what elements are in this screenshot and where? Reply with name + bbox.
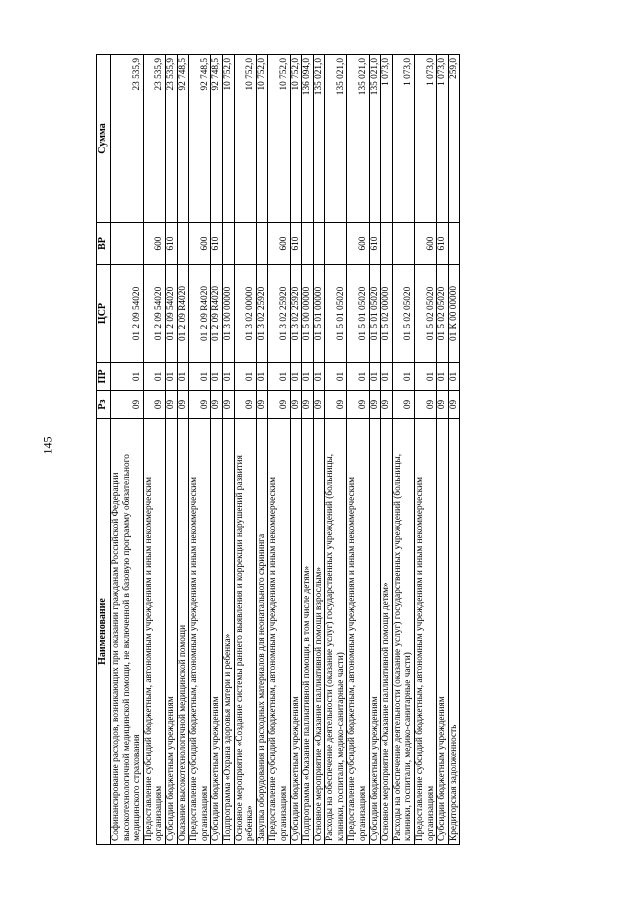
- cell-csr: 01 5 02 05020: [437, 265, 449, 363]
- cell-rz: 09: [165, 391, 177, 419]
- cell-rz: 09: [143, 391, 165, 419]
- cell-pr: 01: [222, 363, 234, 391]
- table-row: [448, 55, 460, 845]
- cell-vr: [392, 223, 414, 265]
- cell-csr: 01 3 00 00000: [222, 265, 234, 363]
- cell-vr: 600: [143, 223, 165, 265]
- cell-sum: 1 073,0: [415, 55, 437, 223]
- cell-pr: 01: [392, 363, 414, 391]
- cell-pr: 01: [256, 363, 268, 391]
- cell-pr: 01: [189, 363, 211, 391]
- cell-sum: 1 073,0: [437, 55, 449, 223]
- table-row: [313, 55, 325, 845]
- cell-vr: 610: [290, 223, 302, 265]
- cell-pr: 01: [381, 363, 393, 391]
- cell-pr: 01: [325, 363, 347, 391]
- cell-name: Подпрограмма «Охрана здоровья матери и ребенка»: [222, 419, 234, 845]
- cell-pr: 01: [268, 363, 290, 391]
- cell-sum: 10 752,0: [222, 55, 234, 223]
- page-number: 145: [40, 436, 55, 455]
- cell-vr: [222, 223, 234, 265]
- cell-vr: 600: [415, 223, 437, 265]
- cell-rz: 09: [177, 391, 189, 419]
- cell-name: Субсидии бюджетным учреждениям: [369, 419, 381, 845]
- table-row: [381, 55, 393, 845]
- cell-name: Предоставление субсидий бюджетным, автономным учреждениям и иным некоммерческим организациям: [268, 419, 290, 845]
- table-row: [392, 55, 414, 845]
- cell-vr: 600: [347, 223, 369, 265]
- cell-rz: 09: [325, 391, 347, 419]
- cell-rz: 09: [290, 391, 302, 419]
- cell-csr: 01 5 02 05020: [392, 265, 414, 363]
- cell-name: Закупка оборудования и расходных материалов для неонатального скрининга: [256, 419, 268, 845]
- cell-vr: 600: [189, 223, 211, 265]
- cell-rz: 09: [313, 391, 325, 419]
- rotated-table-container: [96, 55, 570, 845]
- cell-sum: 1 073,0: [392, 55, 414, 223]
- cell-name: Расходы на обеспечение деятельности (оказание услуг) государственных учреждений (больницы, клиники, госпитали, медико-санитарные части): [325, 419, 347, 845]
- cell-csr: 01 2 09 54020: [111, 265, 144, 363]
- cell-vr: [256, 223, 268, 265]
- cell-sum: 135 021,0: [313, 55, 325, 223]
- table-row: [177, 55, 189, 845]
- cell-csr: 01 3 02 25920: [256, 265, 268, 363]
- cell-sum: 135 021,0: [369, 55, 381, 223]
- cell-sum: 135 021,0: [325, 55, 347, 223]
- budget-table: [96, 54, 460, 845]
- cell-vr: [234, 223, 256, 265]
- table-row: [415, 55, 437, 845]
- cell-name: Расходы на обеспечение деятельности (оказание услуг) государственных учреждений (больницы, клиники, госпитали, медико-санитарные части): [392, 419, 414, 845]
- cell-sum: 23 535,9: [143, 55, 165, 223]
- cell-rz: 09: [189, 391, 211, 419]
- table-row: [222, 55, 234, 845]
- cell-pr: 01: [415, 363, 437, 391]
- cell-rz: 09: [347, 391, 369, 419]
- cell-csr: 01 5 00 00000: [302, 265, 314, 363]
- cell-csr: 01 2 09 54020: [165, 265, 177, 363]
- cell-rz: 09: [448, 391, 460, 419]
- table-row: [111, 55, 144, 845]
- cell-csr: 01 2 09 54020: [143, 265, 165, 363]
- header-rz: Рз: [97, 391, 111, 419]
- cell-csr: 01 3 02 00000: [234, 265, 256, 363]
- cell-vr: [381, 223, 393, 265]
- cell-csr: 01 5 01 05020: [347, 265, 369, 363]
- cell-sum: 92 748,5: [211, 55, 223, 223]
- header-sum: Сумма: [97, 55, 111, 223]
- cell-vr: [111, 223, 144, 265]
- cell-pr: 01: [211, 363, 223, 391]
- cell-csr: 01 5 02 00000: [381, 265, 393, 363]
- table-row: [268, 55, 290, 845]
- cell-name: Подпрограмма «Оказание паллиативной помощи, в том числе детям»: [302, 419, 314, 845]
- table-row: [302, 55, 314, 845]
- cell-pr: 01: [302, 363, 314, 391]
- table-row: [234, 55, 256, 845]
- cell-vr: 610: [165, 223, 177, 265]
- cell-csr: 01 2 09 R4020: [211, 265, 223, 363]
- table-row: [256, 55, 268, 845]
- cell-vr: 610: [437, 223, 449, 265]
- table-row: [325, 55, 347, 845]
- header-pr: ПР: [97, 363, 111, 391]
- cell-rz: 09: [369, 391, 381, 419]
- cell-name: Основное мероприятие «Оказание паллиативной помощи взрослым»: [313, 419, 325, 845]
- cell-rz: 09: [302, 391, 314, 419]
- cell-pr: 01: [437, 363, 449, 391]
- cell-sum: 135 021,0: [347, 55, 369, 223]
- cell-name: Предоставление субсидий бюджетным, автономным учреждениям и иным некоммерческим организациям: [347, 419, 369, 845]
- cell-sum: 23 535,9: [165, 55, 177, 223]
- cell-vr: 600: [268, 223, 290, 265]
- cell-name: Основное мероприятие «Создание системы раннего выявления и коррекции нарушений развития ребенка»: [234, 419, 256, 845]
- cell-name: Предоставление субсидий бюджетным, автономным учреждениям и иным некоммерческим организациям: [415, 419, 437, 845]
- table-row: [189, 55, 211, 845]
- cell-sum: 10 752,0: [234, 55, 256, 223]
- cell-csr: 01 2 09 R4020: [177, 265, 189, 363]
- cell-sum: 10 752,0: [268, 55, 290, 223]
- cell-vr: [325, 223, 347, 265]
- cell-vr: [302, 223, 314, 265]
- cell-rz: 09: [211, 391, 223, 419]
- table-row: [165, 55, 177, 845]
- cell-rz: 09: [111, 391, 144, 419]
- cell-sum: 1 073,0: [381, 55, 393, 223]
- cell-rz: 09: [256, 391, 268, 419]
- cell-name: Субсидии бюджетным учреждениям: [165, 419, 177, 845]
- cell-pr: 01: [369, 363, 381, 391]
- table-row: [369, 55, 381, 845]
- cell-pr: 01: [313, 363, 325, 391]
- cell-pr: 01: [448, 363, 460, 391]
- cell-name: Основное мероприятие «Оказание паллиативной помощи детям»: [381, 419, 393, 845]
- cell-csr: 01 К 00 00000: [448, 265, 460, 363]
- table-row: [437, 55, 449, 845]
- cell-csr: 01 3 02 25920: [290, 265, 302, 363]
- cell-name: Софинансирование расходов, возникающих при оказании гражданам Российской Федерации высокотехнологичной медицинской помощи, не включенной в базовую программу обязательного медицинского страхования: [111, 419, 144, 845]
- cell-name: Субсидии бюджетным учреждениям: [437, 419, 449, 845]
- cell-csr: 01 5 02 05020: [415, 265, 437, 363]
- cell-pr: 01: [347, 363, 369, 391]
- cell-rz: 09: [268, 391, 290, 419]
- cell-vr: [177, 223, 189, 265]
- cell-csr: 01 2 09 R4020: [189, 265, 211, 363]
- header-vr: ВР: [97, 223, 111, 265]
- cell-vr: 610: [369, 223, 381, 265]
- cell-pr: 01: [290, 363, 302, 391]
- cell-name: Субсидии бюджетным учреждениям: [211, 419, 223, 845]
- cell-csr: 01 5 01 00000: [313, 265, 325, 363]
- table-row: [347, 55, 369, 845]
- cell-pr: 01: [165, 363, 177, 391]
- cell-sum: 259,0: [448, 55, 460, 223]
- cell-rz: 09: [392, 391, 414, 419]
- cell-sum: 136 094,0: [302, 55, 314, 223]
- cell-name: Предоставление субсидий бюджетным, автономным учреждениям и иным некоммерческим организациям: [189, 419, 211, 845]
- cell-rz: 09: [415, 391, 437, 419]
- cell-sum: 92 748,5: [177, 55, 189, 223]
- cell-pr: 01: [111, 363, 144, 391]
- cell-rz: 09: [222, 391, 234, 419]
- cell-rz: 09: [381, 391, 393, 419]
- cell-csr: 01 5 01 05020: [325, 265, 347, 363]
- cell-sum: 10 752,0: [256, 55, 268, 223]
- table-row: [290, 55, 302, 845]
- table-row: [143, 55, 165, 845]
- cell-sum: 92 748,5: [189, 55, 211, 223]
- cell-pr: 01: [143, 363, 165, 391]
- cell-name: Кредиторская задолженность: [448, 419, 460, 845]
- table-header-row: [97, 55, 111, 845]
- cell-vr: [313, 223, 325, 265]
- cell-name: Субсидии бюджетным учреждениям: [290, 419, 302, 845]
- cell-rz: 09: [437, 391, 449, 419]
- cell-pr: 01: [234, 363, 256, 391]
- table-row: [211, 55, 223, 845]
- cell-vr: [448, 223, 460, 265]
- cell-name: Предоставление субсидий бюджетным, автономным учреждениям и иным некоммерческим организациям: [143, 419, 165, 845]
- table-body: [111, 55, 460, 845]
- header-name: Наименование: [97, 419, 111, 845]
- cell-vr: 610: [211, 223, 223, 265]
- cell-csr: 01 5 01 05020: [369, 265, 381, 363]
- header-csr: ЦСР: [97, 265, 111, 363]
- cell-pr: 01: [177, 363, 189, 391]
- cell-csr: 01 3 02 25920: [268, 265, 290, 363]
- cell-sum: 23 535,9: [111, 55, 144, 223]
- cell-sum: 10 752,0: [290, 55, 302, 223]
- cell-name: Оказание высокотехнологичной медицинской помощи: [177, 419, 189, 845]
- cell-rz: 09: [234, 391, 256, 419]
